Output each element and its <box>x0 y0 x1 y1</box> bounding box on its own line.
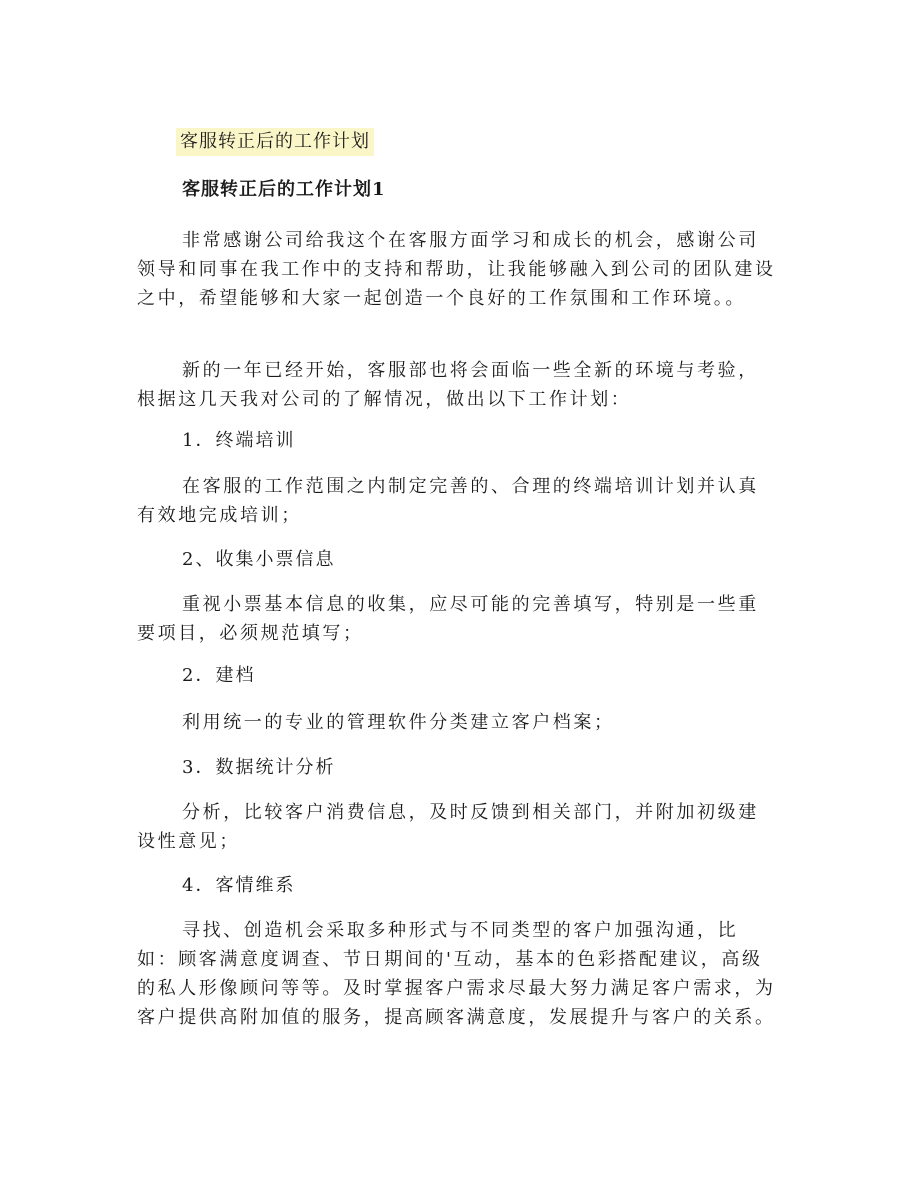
item-data-analysis: 3．数据统计分析 <box>182 757 336 778</box>
item-terminal-training: 1．终端培训 <box>182 430 296 451</box>
paragraph-terminal-training: 在客服的工作范围之内制定完善的、合理的终端培训计划并认真有效地完成培训； <box>137 476 759 526</box>
item-archiving: 2．建档 <box>182 665 256 686</box>
section-heading: 客服转正后的工作计划1 <box>182 179 386 200</box>
paragraph-archiving: 利用统一的专业的管理软件分类建立客户档案； <box>182 712 615 733</box>
paragraph-customer-relations: 寻找、创造机会采取多种形式与不同类型的客户加强沟通，比如：顾客满意度调查、节日期间的'互动，基本的色彩搭配建议，高级的私人形像顾问等等。及时掌握客户需求尽最大努力满足客户需求，为客户提供高附加值的服务，提高顾客满意度，发展提升与客户的关系。 <box>137 920 776 1028</box>
paragraph-intro: 非常感谢公司给我这个在客服方面学习和成长的机会，感谢公司领导和同事在我工作中的支持和帮助，让我能够融入到公司的团队建设之中，希望能够和大家一起创造一个良好的工作氛围和工作环境。。 <box>137 230 776 309</box>
paragraph-plan-intro: 新的一年已经开始，客服部也将会面临一些全新的环境与考验，根据这几天我对公司的了解情况，做出以下工作计划： <box>137 360 759 410</box>
item-customer-relations: 4．客情维系 <box>182 875 296 896</box>
paragraph-receipt-info: 重视小票基本信息的收集，应尽可能的完善填写，特别是一些重要项目，必须规范填写； <box>137 594 759 644</box>
paragraph-data-analysis: 分析，比较客户消费信息，及时反馈到相关部门，并附加初级建设性意见； <box>137 802 759 852</box>
document-title: 客服转正后的工作计划 <box>176 128 374 156</box>
item-receipt-info: 2、收集小票信息 <box>182 549 336 570</box>
